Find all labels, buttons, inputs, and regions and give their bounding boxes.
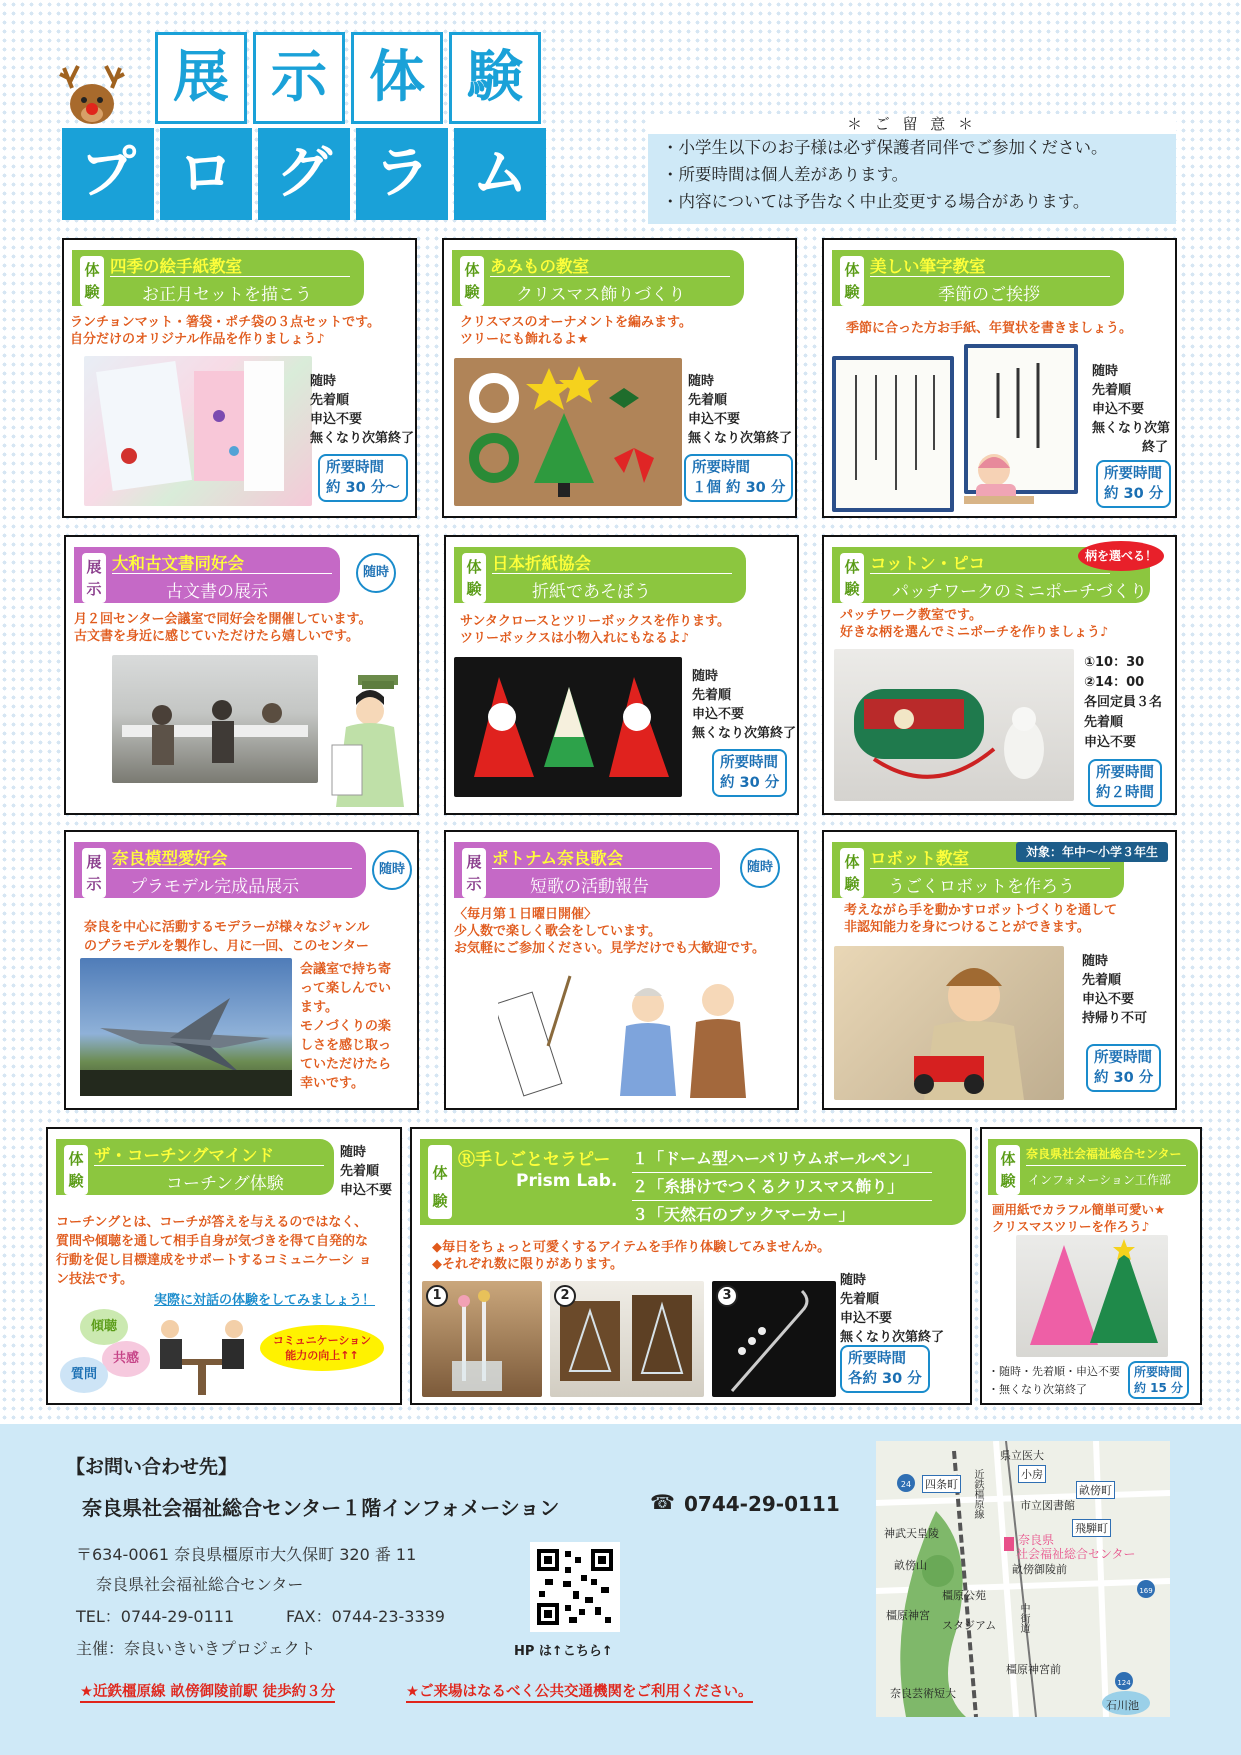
tenji-label: 展示 [82, 848, 106, 898]
map-label: 石川池 [1106, 1699, 1139, 1712]
workshop-items: １「ドーム型ハーバリウムボールペン」 ２「糸掛けでつくるクリスマス飾り」 ３「天然石のブックマーカー」 [632, 1145, 932, 1228]
taiken-label: 体験 [840, 256, 864, 306]
taiken-label: 体験 [80, 256, 104, 306]
card-title: あみもの教室 [490, 257, 589, 276]
duration-box: 所要時間 １個 約 30 分 [684, 454, 793, 502]
program-char: ラ [356, 128, 448, 220]
organizer: 主催：奈良いきいきプロジェクト [76, 1639, 316, 1658]
card-title: コットン・ピコ [870, 554, 986, 573]
card-info: ・随時・先着順・申込不要 ・無くなり次第終了 [988, 1365, 1120, 1396]
program-card-mokei [64, 830, 419, 1110]
photo-number-3: 3 [716, 1285, 738, 1307]
choose-pattern-badge: 柄を選べる！ [1078, 541, 1164, 571]
taiken-label: 体験 [840, 848, 864, 898]
map-label: 神武天皇陵 [884, 1527, 939, 1540]
card-desc: 考えながら手を動かすロボットづくりを通して 非認知能力を身につけることができます。 [844, 903, 1118, 935]
card-subtitle: 古文書の展示 [166, 582, 268, 602]
map-label: 橿原神宮前 [1006, 1663, 1061, 1676]
map-label: 近鉄橿原線 [972, 1469, 983, 1519]
anytime-badge: 随時 [372, 850, 412, 890]
fax-number: FAX：0744-23-3339 [286, 1607, 445, 1626]
map-label: 畝傍御陵前 [1012, 1563, 1067, 1576]
robot-kid-photo [834, 946, 1064, 1100]
card-title: 日本折紙協会 [492, 554, 591, 573]
reindeer-illustration [58, 62, 126, 128]
program-char: ム [454, 128, 546, 220]
paper-tree-photo [1016, 1235, 1168, 1357]
card-title: 四季の絵手紙教室 [110, 257, 242, 276]
qr-code[interactable] [530, 1542, 620, 1632]
card-desc: ◆毎日をちょっと可愛くするアイテムを手作り体験してみませんか。 ◆それぞれ数に限りがあります。 [432, 1240, 831, 1272]
patchwork-pouch-photo [834, 649, 1074, 801]
program-card-amimono [442, 238, 797, 518]
phone-icon: ☎ [650, 1490, 675, 1514]
title-char: 展 [155, 32, 247, 124]
anytime-badge: 随時 [740, 848, 780, 888]
program-card-etegami [62, 238, 417, 518]
map-label: 市立図書館 [1020, 1499, 1075, 1512]
card-info: 随時 先着順 申込不要 無くなり次第終了 [688, 374, 793, 446]
program-char: グ [258, 128, 350, 220]
card-subtitle: プラモデル完成品展示 [130, 877, 300, 897]
access-map [876, 1441, 1170, 1717]
girl-writing-illustration [964, 448, 1034, 506]
card-info: 随時 先着順 申込不要 [340, 1145, 393, 1198]
bubble-question: 質問 [60, 1357, 108, 1393]
origami-santa-photo [454, 657, 682, 797]
card-info: ①10：30 ②14：00 各回定員３名 先着順 申込不要 [1084, 655, 1163, 750]
card-desc: 〈毎月第１日曜日開催〉 少人数で楽しく歌会をしています。 お気軽にご参加ください。見学だけでも大歓迎です。 [454, 907, 765, 956]
card-info: 随時 先着順 申込不要 無くなり次第 終了 [1092, 364, 1171, 455]
map-label: 小房 [1018, 1465, 1046, 1483]
tel-number: TEL：0744-29-0111 [76, 1607, 235, 1626]
card-subtitle: うごくロボットを作ろう [888, 877, 1075, 897]
card-title: 奈良模型愛好会 [112, 849, 228, 868]
address-name: 奈良県社会福祉総合センター [96, 1575, 304, 1594]
title-char: 示 [253, 32, 345, 124]
card-subtitle: クリスマス飾りづくり [516, 285, 686, 305]
card-title: 奈良県社会福祉総合センター [1026, 1147, 1182, 1161]
card-desc: 画用紙でカラフル簡単可愛い★ クリスマスツリーを作ろう♪ [992, 1202, 1166, 1234]
notes-box [648, 114, 1176, 224]
tenji-label: 展示 [462, 848, 486, 898]
crochet-ornaments-photo [454, 358, 682, 506]
brand-name: Prism Lab. [516, 1171, 618, 1191]
note-line: ・所要時間は個人差があります。 [662, 165, 909, 184]
program-card-info-kousaku [980, 1127, 1202, 1405]
program-card-patchwork [822, 535, 1177, 815]
route-number: 24 [900, 1480, 912, 1489]
card-subtitle: 短歌の活動報告 [530, 877, 649, 897]
calligraphy-letter-photo [832, 356, 954, 512]
transport-note: ★ご来場はなるべく公共交通機関をご利用ください。 [406, 1680, 753, 1703]
taiken-label: 体験 [996, 1145, 1020, 1195]
jet-model-photo [80, 958, 292, 1096]
card-desc: コーチングとは、コーチが答えを与えるのではなく、 質問や傾聴を通して相手自身が気づきを得て自発的な 行動を促し目標達成をサポートするコミュニケーシ ョ ン技法です。 [56, 1215, 372, 1287]
map-label: 中街道 [1018, 1603, 1029, 1633]
program-card-robot [822, 830, 1177, 1110]
card-desc: ランチョンマット・箸袋・ポチ袋の３点セットです。 自分だけのオリジナル作品を作りましょう♪ [70, 315, 381, 347]
target-age-badge: 対象：年中～小学３年生 [1016, 842, 1168, 862]
map-label: 飛騨町 [1072, 1519, 1111, 1537]
tanka-poets-illustration [498, 966, 758, 1102]
card-subtitle: 季節のご挨拶 [938, 285, 1040, 305]
route-number: 124 [1117, 1679, 1131, 1687]
duration-box: 所要時間 約 30 分 [1096, 460, 1171, 508]
bubble-listening: 傾聴 [80, 1309, 128, 1345]
map-label: 畝傍町 [1076, 1481, 1115, 1499]
anytime-badge: 随時 [356, 553, 396, 593]
dialogue-link-text: 実際に対話の体験をしてみましょう！ [154, 1293, 376, 1308]
card-title: 美しい筆字教室 [870, 257, 986, 276]
title-char: 験 [449, 32, 541, 124]
duration-box: 所要時間 約 30 分～ [318, 454, 408, 502]
photo-number-1: 1 [426, 1285, 448, 1307]
duration-box: 所要時間 各約 30 分 [840, 1345, 930, 1393]
duration-box: 所要時間 約 30 分 [1086, 1044, 1161, 1092]
card-desc: クリスマスのオーナメントを編みます。 ツリーにも飾れるよ★ [460, 315, 692, 347]
scholar-illustration [328, 675, 418, 811]
card-desc: 奈良を中心に活動するモデラーが様々なジャンル のプラモデルを製作し、月に一回、このセンター [84, 920, 370, 954]
contact-phone: 0744-29-0111 [684, 1492, 840, 1516]
address-line: 〒634-0061 奈良県橿原市大久保町 320 番 11 [76, 1545, 417, 1564]
card-info: 随時 先着順 申込不要 無くなり次第終了 [310, 374, 415, 446]
duration-box: 所要時間 約 30 分 [712, 749, 787, 797]
route-number: 169 [1139, 1587, 1153, 1595]
notes-title: ＊ ご 留 意 ＊ [648, 114, 1176, 134]
program-card-coaching [46, 1127, 402, 1405]
taiken-label: 体験 [462, 553, 486, 603]
program-card-kakai [444, 830, 799, 1110]
bubble-empathy: 共感 [102, 1341, 150, 1377]
program-card-komonjo [64, 535, 419, 815]
card-title: 大和古文書同好会 [112, 554, 244, 573]
map-label: スタジアム [942, 1619, 997, 1632]
communication-balloon: コミュニケーション 能力の向上↑↑ [260, 1325, 384, 1371]
program-card-origami [444, 535, 799, 815]
map-label: 四条町 [922, 1475, 961, 1493]
card-desc: パッチワーク教室です。 好きな柄を選んでミニポーチを作りましょう♪ [840, 608, 1109, 640]
etegami-photo [84, 356, 312, 506]
map-label: 畝傍山 [894, 1559, 927, 1572]
contact-title: 【お問い合わせ先】 [66, 1456, 238, 1478]
map-label: 橿原神宮 [886, 1609, 930, 1622]
hp-link-label[interactable]: HP は↑こちら↑ [514, 1644, 613, 1659]
card-subtitle: パッチワークのミニポーチづくり [892, 582, 1147, 602]
map-label: 橿原公苑 [942, 1589, 986, 1602]
note-line: ・小学生以下のお子様は必ず保護者同伴でご参加ください。 [662, 138, 1108, 157]
card-desc: サンタクロースとツリーボックスを作ります。 ツリーボックスは小物入れにもなるよ♪ [460, 614, 731, 646]
card-info: 随時 先着順 申込不要 無くなり次第終了 [840, 1273, 945, 1345]
coaching-dialogue-illustration [152, 1315, 252, 1399]
program-char: ロ [160, 128, 252, 220]
program-char: プ [62, 128, 154, 220]
card-subtitle: コーチング体験 [166, 1174, 284, 1194]
card-title: ロボット教室 [870, 849, 969, 868]
taiken-label: 体験 [460, 256, 484, 306]
card-title: ザ・コーチングマインド [94, 1146, 275, 1165]
card-subtitle: 折紙であそぼう [532, 582, 651, 602]
program-card-prism [410, 1127, 972, 1405]
program-card-fudeji [822, 238, 1177, 518]
card-info: 随時 先着順 申込不要 持帰り不可 [1082, 954, 1148, 1026]
card-title: ポトナム奈良歌会 [492, 849, 624, 868]
card-desc: 季節に合った方お手紙、年賀状を書きましょう。 [846, 321, 1133, 336]
card-desc-side: 会議室で持ち寄 って楽しんでい ます。 モノづくりの楽 しさを感じ取っ ていただけたら 幸いです。 [300, 962, 392, 1091]
map-label: 奈良芸術短大 [890, 1687, 956, 1700]
map-label: 県立医大 [1000, 1449, 1044, 1462]
duration-box: 所要時間 約２時間 [1088, 759, 1162, 807]
title-char: 体 [351, 32, 443, 124]
tenji-label: 展示 [82, 553, 106, 603]
photo-number-2: 2 [554, 1285, 576, 1307]
card-subtitle: お正月セットを描こう [142, 285, 312, 305]
station-access: ★近鉄橿原線 畝傍御陵前駅 徒歩約３分 [80, 1680, 335, 1703]
map-label: 社会福祉総合センター [1016, 1547, 1136, 1561]
card-title: Ⓡ手しごとセラピー [458, 1150, 611, 1170]
note-line: ・内容については予告なく中止変更する場合があります。 [662, 192, 1090, 211]
taiken-label: 体験 [428, 1145, 452, 1219]
card-subtitle: インフォメーション工作部 [1028, 1173, 1171, 1187]
taiken-label: 体験 [840, 553, 864, 603]
card-info: 随時 先着順 申込不要 無くなり次第終了 [692, 669, 797, 741]
duration-box: 所要時間 約 15 分 [1128, 1361, 1189, 1399]
card-desc: 月２回センター会議室で同好会を開催しています。 古文書を身近に感じていただけたら嬉しいです。 [74, 612, 372, 644]
contact-org: 奈良県社会福祉総合センター１階インフォメーション [82, 1496, 560, 1520]
map-label: 奈良県 [1018, 1533, 1055, 1547]
taiken-label: 体験 [64, 1145, 88, 1195]
meeting-room-photo [112, 655, 318, 783]
